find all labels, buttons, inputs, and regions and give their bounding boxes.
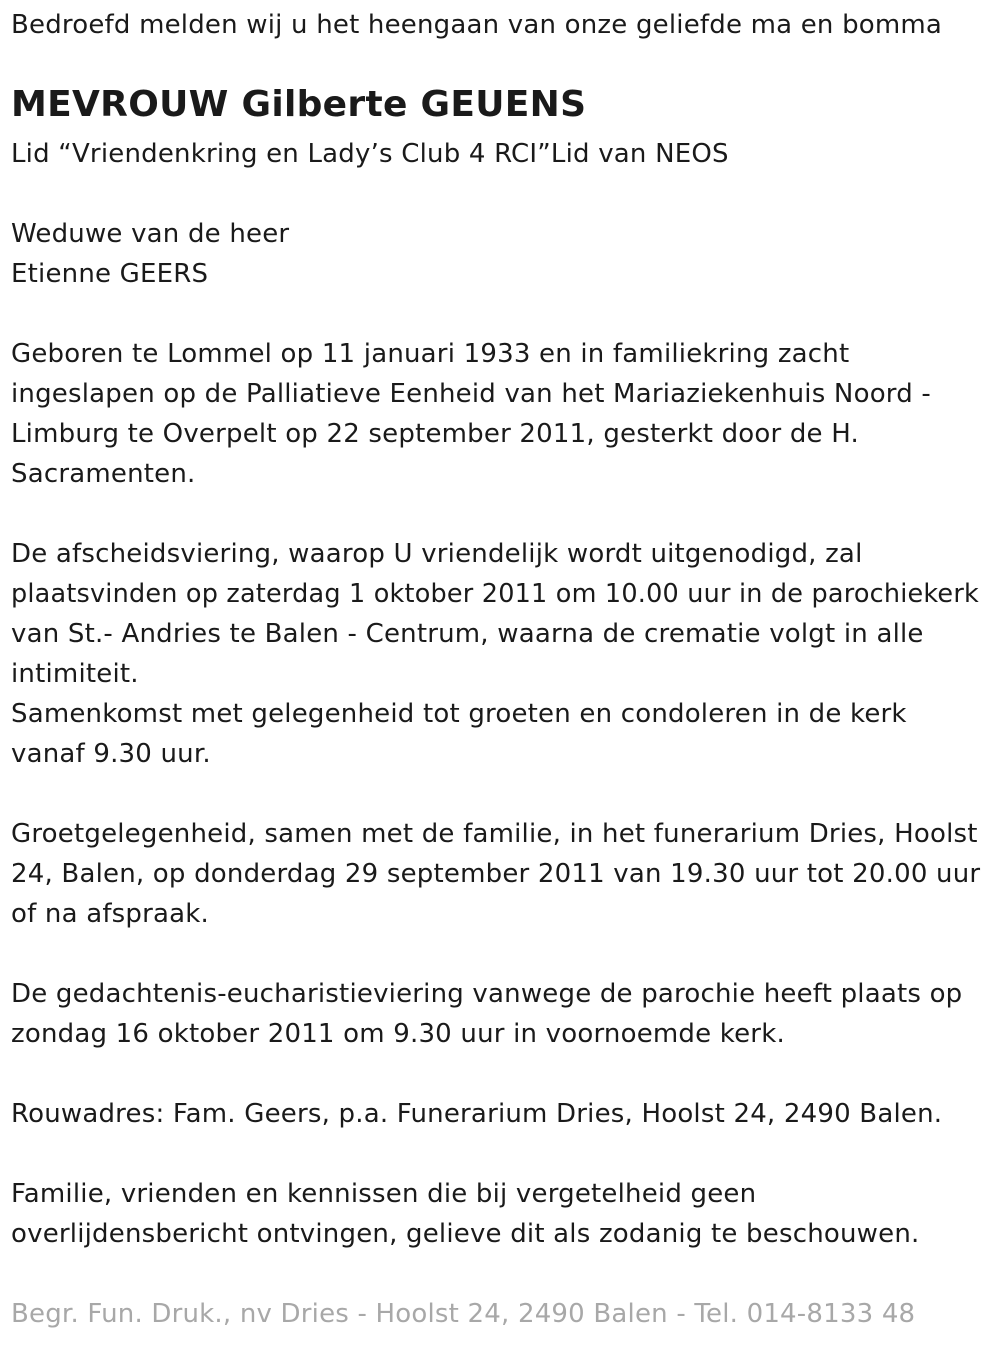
memorial-line: De gedachtenis-eucharistieviering vanwege de parochie heeft plaats op [11, 979, 963, 1009]
ceremony-line: intimiteit. [11, 659, 139, 689]
ceremony-line: vanaf 9.30 uur. [11, 739, 211, 769]
intro-text: Bedroefd melden wij u het heengaan van onze geliefde ma en bomma [11, 10, 943, 40]
ceremony-line: Samenkomst met gelegenheid tot groeten en condoleren in de kerk [11, 699, 907, 729]
family-note-line: Familie, vrienden en kennissen die bij vergetelheid geen [11, 1179, 757, 1209]
ceremony-line: De afscheidsviering, waarop U vriendelijk wordt uitgenodigd, zal [11, 539, 863, 569]
birth-line: ingeslapen op de Palliatieve Eenheid van het Mariaziekenhuis Noord - [11, 379, 931, 409]
membership-text: Lid “Vriendenkring en Lady’s Club 4 RCI”Lid van NEOS [11, 139, 729, 169]
deceased-name: MEVROUW Gilberte GEUENS [11, 84, 587, 125]
greeting-line: of na afspraak. [11, 899, 210, 929]
family-note-line: overlijdensbericht ontvingen, gelieve dit als zodanig te beschouwen. [11, 1219, 920, 1249]
widow-line: Weduwe van de heer [11, 219, 290, 249]
birth-line: Sacramenten. [11, 459, 196, 489]
ceremony-line: van St.- Andries te Balen - Centrum, waarna de crematie volgt in alle [11, 619, 924, 649]
mourning-address: Rouwadres: Fam. Geers, p.a. Funerarium Dries, Hoolst 24, 2490 Balen. [11, 1099, 943, 1129]
ceremony-line: plaatsvinden op zaterdag 1 oktober 2011 om 10.00 uur in de parochiekerk [11, 579, 979, 609]
greeting-line: 24, Balen, op donderdag 29 september 2011 van 19.30 uur tot 20.00 uur [11, 859, 981, 889]
birth-line: Geboren te Lommel op 11 januari 1933 en in familiekring zacht [11, 339, 850, 369]
birth-line: Limburg te Overpelt op 22 september 2011, gesterkt door de H. [11, 419, 859, 449]
spouse-name: Etienne GEERS [11, 259, 209, 289]
printer-footer: Begr. Fun. Druk., nv Dries - Hoolst 24, 2490 Balen - Tel. 014-8133 48 [11, 1299, 916, 1329]
memorial-line: zondag 16 oktober 2011 om 9.30 uur in voornoemde kerk. [11, 1019, 785, 1049]
greeting-line: Groetgelegenheid, samen met de familie, in het funerarium Dries, Hoolst [11, 819, 978, 849]
